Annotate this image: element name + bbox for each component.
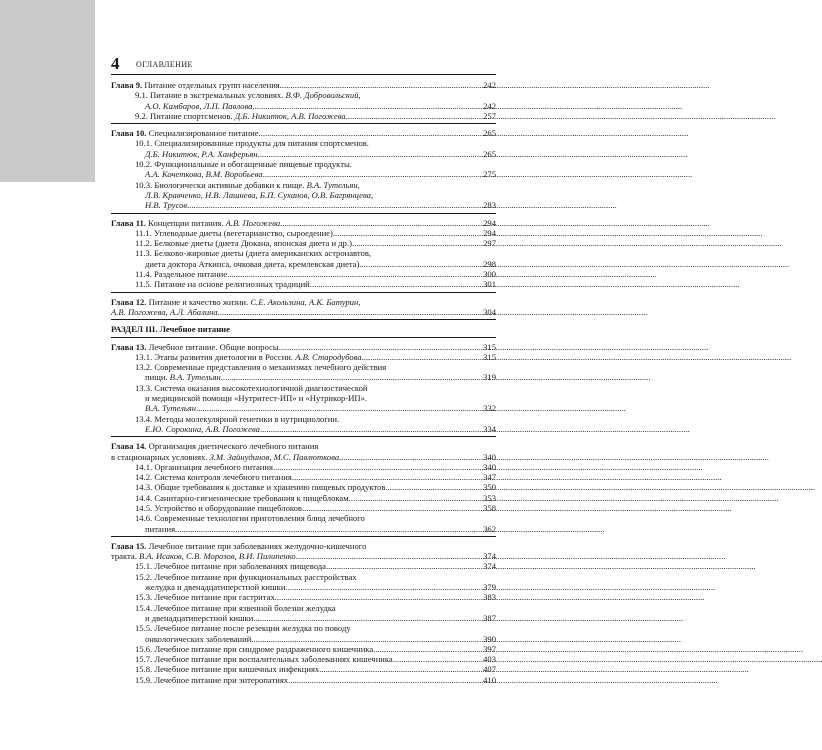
toc-entry-13-2[interactable]: 13.2. Современные представления о механизмах лечебного действия: [135, 362, 387, 373]
toc-entry-ch15-cont[interactable]: тракта. В.А. Исаков, С.В. Морозов, В.И. Пилипенко ..... 374: [111, 551, 496, 561]
toc-entry-15-4[interactable]: 15.4. Лечебное питание при язвенной болезни желудка: [135, 602, 336, 613]
toc-entry-10-2-cont[interactable]: А.А. Кочеткова, В.М. Воробьева ..... 275: [111, 169, 496, 179]
toc-entry-ch14-cont[interactable]: в стационарных условиях. З.М. Зайнудинов, М.С. Павлюткова ..... 340: [111, 452, 496, 462]
toc-entry-ch10[interactable]: Глава 10. Специализированное питание ..... 265: [111, 128, 496, 138]
toc-entry-11-2[interactable]: 11.2. Белковые диеты (диета Дюкана, японская диета и др.) ..... 297: [111, 238, 496, 248]
toc-entry-13-3-cont2[interactable]: В.А. Тутельян ..... 332: [111, 403, 496, 413]
chapter-12-block: [111, 297, 496, 321]
toc-entry-15-4-cont[interactable]: и двенадцатиперстной кишки ..... 387: [111, 613, 496, 623]
toc-entry-ch15[interactable]: Глава 15. Лечебное питание при заболеваниях желудочно-кишечного: [111, 540, 367, 551]
toc-entry-10-1[interactable]: 10.1. Специализированные продукты для питания спортсменов.: [135, 138, 369, 149]
toc-entry-10-3[interactable]: 10.3. Биологически активные добавки к пище. В.А. Тутельян,: [135, 179, 360, 190]
toc-entry-15-9[interactable]: 15.9. Лечебное питание при энтеропатиях ..... 410: [111, 675, 496, 685]
toc-entry-13-3[interactable]: 13.3. Система оказания высокотехнологичной диагностической: [135, 382, 368, 393]
chapter-14-block: [111, 441, 496, 537]
running-title: ОГЛАВЛЕНИЕ: [136, 60, 193, 69]
toc-entry-ch13[interactable]: Глава 13. Лечебное питание. Общие вопросы ..... 315: [111, 342, 496, 352]
toc-entry-15-5-cont[interactable]: онкологических заболеваний ..... 390: [111, 634, 496, 644]
toc-entry-14-5[interactable]: 14.5. Устройство и оборудование пищеблоков ..... 358: [111, 503, 496, 513]
toc-entry-11-4[interactable]: 11.4. Раздельное питание ..... 300: [111, 269, 496, 279]
toc-entry-11-3-cont[interactable]: диета доктора Аткинса, очковая диета, кремлевская диета) ..... 298: [111, 259, 496, 269]
toc-entry-15-5[interactable]: 15.5. Лечебное питание после резекции желудка по поводу: [135, 623, 351, 634]
toc-entry-ch12[interactable]: Глава 12. Питание и качество жизни. С.Е. Акользина, А.К. Батурин,: [111, 296, 361, 307]
toc-entry-10-3-cont2[interactable]: Н.В. Трусов ..... 283: [111, 200, 496, 210]
toc-entry-10-3-cont[interactable]: Л.В. Кравченко, Н.В. Лашнева, Б.П. Суханов, О.В. Багрянцева,: [145, 189, 374, 200]
toc-entry-ch14[interactable]: Глава 14. Организация диетического лечебного питания: [111, 441, 319, 452]
toc-entry-14-3[interactable]: 14.3. Общие требования к доставке и хранению пищевых продуктов ..... 350: [111, 482, 496, 492]
toc-entry-ch12-cont[interactable]: А.В. Погожева, А.Л. Абалина ..... 304: [111, 307, 496, 317]
chapter-9-block: [111, 80, 496, 124]
part-3-block: [111, 324, 496, 337]
toc-part-3[interactable]: РАЗДЕЛ III. Лечебное питание: [111, 324, 230, 335]
toc-entry-9-2[interactable]: 9.2. Питание спортсменов. Д.Б. Никитюк, А.В. Погожева ..... 257: [111, 111, 496, 121]
page-number: 4: [111, 54, 120, 73]
toc-entry-11-1[interactable]: 11.1. Углеводные диеты (вегетарианство, сыроедение) ..... 294: [111, 228, 496, 238]
toc-entry-9-1[interactable]: 9.1. Питание в экстремальных условиях. В.Ф. Добровольский,: [135, 90, 361, 101]
toc-entry-15-2[interactable]: 15.2. Лечебное питание при функциональных расстройствах: [135, 571, 357, 582]
toc-entry-13-4[interactable]: 13.4. Методы молекулярной генетики в нутрициологии.: [135, 413, 340, 424]
toc-entry-10-2[interactable]: 10.2. Функциональные и обогащенные пищевые продукты.: [135, 159, 352, 170]
toc-entry-9-1-cont[interactable]: А.О. Камбаров, Л.П. Павлова ..... 242: [111, 101, 496, 111]
header-rule: [111, 74, 496, 75]
toc-entry-11-3[interactable]: 11.3. Белково-жировые диеты (диета американских астронавтов,: [135, 248, 372, 259]
toc-entry-14-6-cont[interactable]: питания ..... 362: [111, 524, 496, 534]
toc-entry-15-3[interactable]: 15.3. Лечебное питание при гастритах ..... 383: [111, 592, 496, 602]
toc-entry-10-1-cont[interactable]: Д.Б. Никитюк, Р.А. Ханферьян ..... 265: [111, 149, 496, 159]
toc-entry-13-2-cont[interactable]: пищи. В.А. Тутельян ..... 319: [111, 372, 496, 382]
gray-margin-tab: [0, 0, 95, 182]
toc-entry-15-6[interactable]: 15.6. Лечебное питание при синдроме раздраженного кишечника ..... 397: [111, 644, 496, 654]
toc-entry-15-2-cont[interactable]: желудка и двенадцатиперстной кишки ..... 379: [111, 582, 496, 592]
toc-entry-13-3-cont[interactable]: и медицинской помощи «Нутритест-ИП» и «Нутрикор-ИП».: [145, 393, 368, 404]
chapter-11-block: [111, 218, 496, 293]
toc-entry-14-1[interactable]: 14.1. Организация лечебного питания ..... 340: [111, 462, 496, 472]
toc-entry-14-6[interactable]: 14.6. Современные технологии приготовления блюд лечебного: [135, 513, 365, 524]
table-of-contents: [111, 80, 496, 691]
chapter-10-block: [111, 128, 496, 213]
toc-entry-ch11[interactable]: Глава 11. Концепции питания. А.В. Погожева ..... 294: [111, 218, 496, 228]
toc-entry-15-7[interactable]: 15.7. Лечебное питание при воспалительных заболеваниях кишечника ..... 403: [111, 654, 496, 664]
toc-entry-14-4[interactable]: 14.4. Санитарно-гигиенические требования к пищеблокам ..... 353: [111, 493, 496, 503]
chapter-15-block: [111, 541, 496, 687]
toc-entry-ch9[interactable]: Глава 9. Питание отдельных групп населения ..... 242: [111, 80, 496, 90]
toc-entry-11-5[interactable]: 11.5. Питание на основе религиозных традиций ..... 301: [111, 279, 496, 289]
toc-entry-15-8[interactable]: 15.8. Лечебное питание при кишечных инфекциях ..... 407: [111, 664, 496, 674]
toc-entry-13-4-cont[interactable]: Е.Ю. Сорокина, А.В. Погожева ..... 334: [111, 424, 496, 434]
chapter-13-block: [111, 342, 496, 438]
toc-entry-14-2[interactable]: 14.2. Система контроля лечебного питания ..... 347: [111, 472, 496, 482]
toc-entry-15-1[interactable]: 15.1. Лечебное питание при заболеваниях пищевода ..... 374: [111, 561, 496, 571]
toc-entry-13-1[interactable]: 13.1. Этапы развития диетологии в России. А.В. Стародубова ..... 315: [111, 352, 496, 362]
